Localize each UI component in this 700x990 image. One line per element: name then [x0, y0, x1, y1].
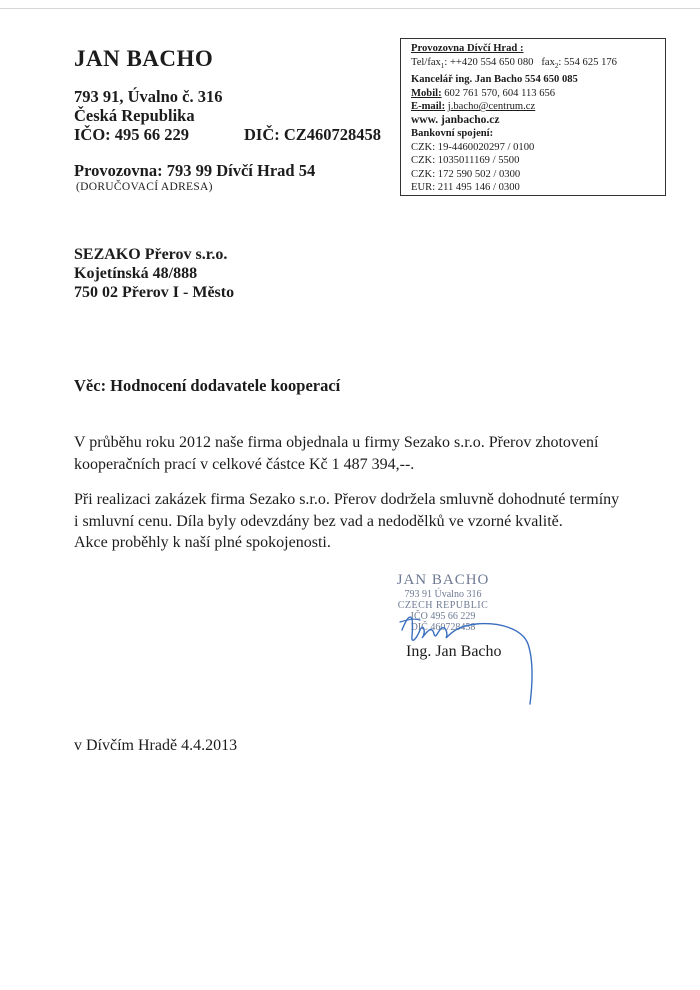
recipient-name: SEZAKO Přerov s.r.o.	[74, 246, 228, 263]
bank-account: CZK: 172 590 502 / 0300	[411, 168, 521, 180]
contact-box	[400, 38, 666, 196]
stamp-ico: IČO 495 66 229	[410, 611, 476, 622]
ico-number: IČO: 495 66 229	[74, 125, 190, 144]
dic-number: DIČ: CZ460728458	[244, 125, 382, 144]
email-line: E-mail: j.bacho@centrum.cz	[411, 101, 536, 113]
delivery-address-note: (DORUČOVACÍ ADRESA)	[76, 181, 213, 193]
bank-account: CZK: 1035011169 / 5500	[411, 155, 520, 167]
scan-edge-line	[0, 8, 700, 9]
bank-title: Bankovní spojení:	[411, 128, 494, 140]
company-name: JAN BACHO	[74, 46, 214, 71]
contact-box-title: Provozovna Dívčí Hrad :	[411, 43, 524, 54]
recipient-street: Kojetínská 48/888	[74, 265, 198, 282]
address-line-1: 793 91, Úvalno č. 316	[74, 87, 223, 106]
stamp-country: CZECH REPUBLIC	[397, 600, 489, 611]
body-paragraph-1: V průběhu roku 2012 naše firma objednala u firmy Sezako s.r.o. Přerov zhotovení kooperačních prací v celkové částce Kč 1 487 394,--.	[74, 434, 599, 473]
signer-name: Ing. Jan Bacho	[406, 643, 502, 660]
stamp-dic: DIČ 460728458	[410, 622, 476, 633]
letter-subject: Věc: Hodnocení dodavatele kooperací	[74, 376, 341, 395]
recipient-city: 750 02 Přerov I - Město	[74, 284, 235, 301]
bank-account: EUR: 211 495 146 / 0300	[411, 182, 520, 194]
office-phone: Kancelář ing. Jan Bacho 554 650 085	[411, 74, 578, 86]
phone-fax-line: Tel/fax$_1$: ++420 554 650 080 fax$_2$: 554 625 176	[411, 56, 617, 70]
address-line-2: Česká Republika	[74, 106, 195, 125]
place-and-date: v Dívčím Hradě 4.4.2013	[74, 737, 238, 754]
workshop-address: Provozovna: 793 99 Dívčí Hrad 54	[74, 161, 316, 180]
website-link[interactable]: www. janbacho.cz	[411, 113, 500, 126]
stamp-name: JAN BACHO	[396, 572, 490, 588]
stamp-address: 793 91 Úvalno 316	[404, 589, 482, 600]
bank-account: CZK: 19-4460020297 / 0100	[411, 141, 535, 153]
mobile-line: Mobil: 602 761 570, 604 113 656	[411, 87, 556, 99]
body-paragraph-2: Při realizaci zakázek firma Sezako s.r.o. Přerov dodržela smluvně dohodnuté termíny i smluvní cenu. Díla byly odevzdány bez vad a nedodělků ve vzorné kvalitě. Akce proběhly k naší plné spokojenosti.	[74, 491, 620, 551]
email-link[interactable]: j.bacho@centrum.cz	[447, 101, 536, 113]
